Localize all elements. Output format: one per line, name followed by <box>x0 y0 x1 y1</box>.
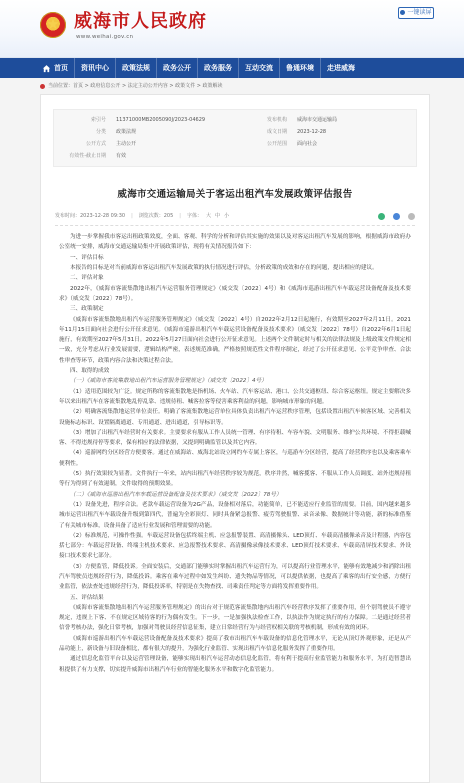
paragraph: （1）设备先进，程序合法。老款车载运营设备为2G产品，设备相对落后，功能简单，已不能适应行业监管的需要。目前，国内越来越多城市运营出租汽车车载设备升级到第四代，普遍为全彩顶灯、同时具备紧急报警、疲劳驾驶报警、录音录像、数据统计等功能，新的标准借鉴了有关城市标准，设备具备了适应行业发展和管理需要的功能。 <box>59 501 411 529</box>
home-icon <box>42 64 51 73</box>
metadata-label: 分类 <box>95 129 106 135</box>
share-icons <box>378 213 415 220</box>
screen-reader-icon <box>400 10 405 15</box>
article-title: 威海市交通运输局关于客运出租汽车发展政策评估报告 <box>117 189 353 200</box>
metadata-row <box>54 150 416 162</box>
screen-reader-label: 一键读屏 <box>407 9 432 16</box>
nav-item-services[interactable]: 政务服务 <box>198 58 239 78</box>
metadata-value: 有效 <box>116 153 127 159</box>
screen-reader-button[interactable] <box>398 7 434 19</box>
wechat-share-icon[interactable] <box>378 213 385 220</box>
font-size-medium-button[interactable]: 中 <box>215 213 221 220</box>
metadata-label: 发布机构 <box>266 117 287 123</box>
metadata-label: 公开范围 <box>266 141 287 147</box>
font-size-small-button[interactable]: 小 <box>224 213 230 220</box>
breadcrumb <box>40 82 430 90</box>
location-icon <box>40 84 45 89</box>
nav-item-environment[interactable]: 鲁通环境 <box>280 58 321 78</box>
subsection-heading: （一）《威海市客流集散地出租汽车运营服务管理规定》（威交发〔2022〕4号） <box>70 378 267 385</box>
metadata-value: 主动公开 <box>116 141 137 147</box>
paragraph: （3）增加了出租汽车经营时有关要求。主要要求有服从工作人员统一管理、有序待租、车容车貌、文明服务、维护公共环境、不得拒载喊客、不得违规待停等要求，保有相应的法律依据，又提到明确监管以及其它内容。 <box>59 429 411 447</box>
weibo-share-icon[interactable] <box>393 213 400 220</box>
metadata-value: 11371000MB2005090J/2023-04629 <box>116 117 206 123</box>
nav-item-interaction[interactable]: 互动交流 <box>239 58 280 78</box>
metadata-label: 有效性-截止日期 <box>69 153 106 159</box>
paragraph: （2）明确客流集散地运营单位责任。明确了客流集散地运营单位具体负责出租汽车运营秩序管理，包括设置出租汽车候客区域、完善相关设施标志标识、设置隔离通道、专用通道、进出通道，引导标识等。 <box>59 409 411 426</box>
document-metadata-table <box>53 109 417 167</box>
section-heading: 三、政策制定 <box>70 306 104 313</box>
breadcrumb-text[interactable]: 当前位置：首页 > 政府信息公开 > 法定主动公开内容 > 政策文件 > 政策解读 <box>48 83 223 89</box>
article-body <box>59 232 411 675</box>
site-header <box>0 0 464 58</box>
section-heading: 五、评估结果 <box>70 594 104 601</box>
font-size-label: 字体： <box>186 213 202 220</box>
metadata-value: 面向社会 <box>297 141 318 147</box>
nav-item-about[interactable]: 走进威海 <box>327 64 355 72</box>
nav-item-open-gov[interactable]: 政务公开 <box>157 58 198 78</box>
subsection-heading: （二）《威海市巡游出租汽车车载运营设备配备及技术要求》（威交发〔2022〕78号） <box>70 491 282 498</box>
section-heading: 一、评估目标 <box>70 254 104 261</box>
article-info-bar: 发布时间：2023-12-28 09:30 | 浏览次数：205 | 字体： 大 中 小 <box>55 212 415 226</box>
nav-item-label: 首页 <box>54 64 68 72</box>
nav-item-home[interactable] <box>42 58 75 78</box>
paragraph: （2）标准规范，可操作性强。车载运营设备包括终端主机、应急报警装置、高清摄像头、LED顶灯、车载高清摄像录音及计程器，内容包括七部分：车载运营设备、终端主机技术要求、应急报警技术要求、高清摄像录像技术要求、LED顶灯技术要求、车载高清屏技术要求、外设接口技术要求七部分。 <box>59 532 411 560</box>
main-nav <box>0 58 464 78</box>
paragraph: 通过信息化监管平台以及运营管理设备，能够实现出租汽车运营动态信息化监管，将有利于提高行业监管能力和服务水平，为打造智慧出租提供了有力支撑，切实提升威海市出租汽车行业的智能化服务水平和数字化监管能力。 <box>59 656 411 673</box>
print-icon[interactable] <box>408 213 415 220</box>
metadata-row <box>54 126 416 138</box>
metadata-row <box>54 114 416 126</box>
metadata-value: 2023-12-28 <box>297 129 327 135</box>
metadata-label: 索引号 <box>90 117 106 123</box>
article-container <box>40 94 430 783</box>
national-emblem-icon[interactable] <box>40 12 66 38</box>
section-heading: 四、取得的成效 <box>70 368 110 375</box>
section-heading: 二、评估对象 <box>70 275 104 282</box>
metadata-value: 威海市交通运输局 <box>297 117 338 123</box>
paragraph: 《威海市巡游出租汽车车载运营设备配备及技术要求》提高了我市出租汽车车载设备的信息化管理水平，无论从顶灯外观形象，还是从产品功能上，新设备与旧设备相比，都有很大的提升，为强化行业监管、实现出租汽车信息化服务发挥了重要作用。 <box>59 635 411 653</box>
site-url: www.weihai.gov.cn <box>76 34 134 40</box>
metadata-label: 成文日期 <box>266 129 287 135</box>
paragraph: 《威海市客流集散地出租汽车运营服务管理规定》的出台对于规范客流集散地内出租汽车经营秩序发挥了重要作用，但个别驾驶员不遵守规定，违规上下客、不在规定区域待客的行为偶有发生。下一步，一是加强执法检查工作，以执法作为规定执行的有力保障。二是通过经营者信誉考核办法，强化日常考核，加强对驾驶员经营信息征集，建立日常经营行为与经营权相关联的考核机制，形成有效的闭环。 <box>59 604 411 632</box>
site-title[interactable]: 威海市人民政府 <box>74 11 207 32</box>
paragraph: 《威海市客流集散地出租汽车运营服务管理规定》（威交发〔2022〕4号）自2022年2月12日起施行，有效期至2027年2月11日。2021年11月15日面向社会进行公开征求意见。《威海市巡游出租汽车车载运营设备配备及技术要求》（威交发〔2022〕78号）自2022年6月1日起施行，有效期至2027年5月31日。2022年5月27日面向社会进行公开征求意见。上述两个文件制定时与相关的法律法规及上级政策文件规定相一致，充分考虑从行业发展需要，逻辑结构严密，表述规范准确，严格按照规范性文件程序制定，经过了公开征求意见、公平竞争审查、合法性审查等环节，政策内容合法和决策过程合法。 <box>59 316 411 364</box>
publish-time: 发布时间：2023-12-28 09:30 <box>55 213 126 220</box>
view-count: 浏览次数：205 <box>138 213 174 220</box>
paragraph: （1）适用范围较为广泛。规定所称的客流集散地是指机场、火车站、汽车客运站、港口、公共交通枢纽、综合客运枢纽。规定主要解决多年以来出租汽车在客流集散地乱停乱靠、违规待租、喊客拉客等侵害乘客利益的问题，影响城市形象的问题。 <box>59 388 411 405</box>
paragraph: （5）执行效果较为显著。文件执行一年来，站内出租汽车经营秩序较为规范，秩序井然，喊客揽客、不服从工作人员调度、站外违规待租等行为得到了有效遏制，文件取得的预期效果。 <box>59 471 411 488</box>
paragraph: （3）方便监管，降低投诉。全面安装后，交通部门能够实时掌握出租汽车运营行为，可以提高行业管理水平，能够有效地减少和消除出租汽车驾驶员违规经营行为，降低投诉。乘客在乘车过程中如发生纠纷、遗失物品等情况，可以提供依据，也提高了乘客的出行安全感，方便行业监管，依法查处违规经营行为，降低投诉率，特别是在失物查找、司乘责任判定等方面将发挥重要作用。 <box>59 563 411 591</box>
paragraph: 本报告的目标是对当前威海市客运出租汽车发展政策的执行情况进行评估，分析政策的成效和存在的问题，提出相应的建议。 <box>70 265 378 272</box>
paragraph: 2022年，《威海市客流集散地出租汽车运营服务管理规定》（威交发〔2022〕4号）和《威海市巡游出租汽车车载运营设备配备及技术要求》（威交发〔2022〕78号）。 <box>59 285 411 302</box>
font-size-large-button[interactable]: 大 <box>206 213 212 220</box>
nav-item-news[interactable]: 资讯中心 <box>75 58 116 78</box>
metadata-value: 政策法规 <box>116 129 137 135</box>
paragraph: 为进一步掌握我市客运出租政策效度，全面、客观、科学的分析和评估其实施的效果以及对客运出租汽车发展的影响，根据威海市政府办公室统一安排，威海市交通运输局集中开展政策评估，现将有关情况报告如下： <box>59 234 411 251</box>
metadata-row <box>54 138 416 150</box>
paragraph: （4）巡游网约分区经营方便要客。通过在威海站、威海北站设立网约车专属上客区，与巡游车分区经营，提高了经营秩序也以及乘客乘车便利性。 <box>59 450 411 467</box>
metadata-label: 公开方式 <box>85 141 106 147</box>
nav-item-policy[interactable]: 政策法规 <box>116 58 157 78</box>
